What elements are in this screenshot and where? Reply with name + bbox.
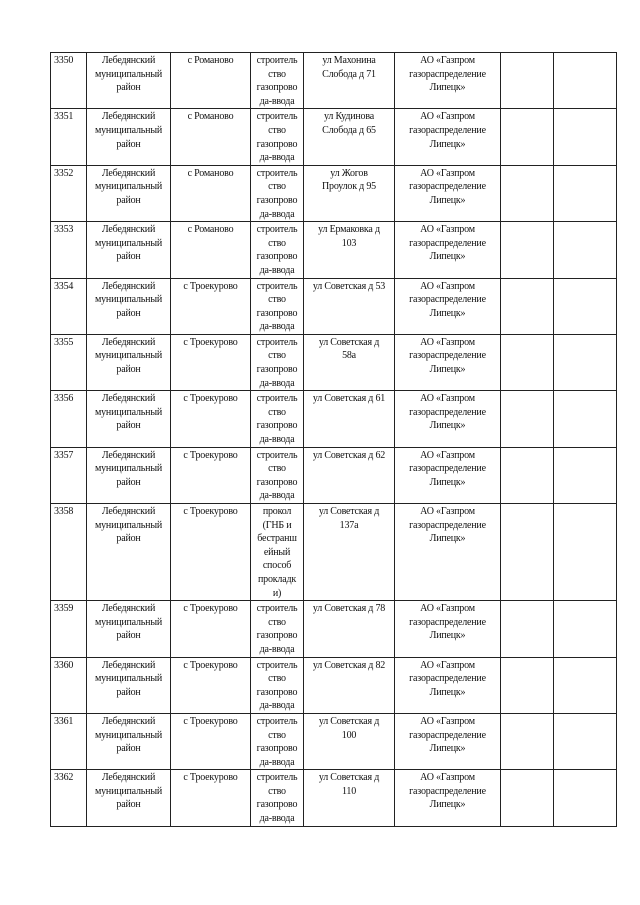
district-cell bbox=[87, 391, 171, 447]
district-cell-text: Лебедянский муниципальный район bbox=[95, 659, 162, 698]
extra-cell-1 bbox=[501, 601, 554, 657]
row-number-cell-text: 3358 bbox=[54, 506, 74, 517]
locality-cell-text: с Романово bbox=[187, 111, 234, 123]
work-type-cell bbox=[251, 657, 304, 713]
work-type-cell bbox=[251, 713, 304, 769]
organization-cell-text: АО «Газпром газораспределение Липецк» bbox=[409, 111, 486, 150]
district-cell-text: Лебедянский муниципальный район bbox=[95, 715, 162, 755]
work-type-cell-text: строитель ство газопрово да-ввода bbox=[256, 659, 298, 712]
district-cell-text: Лебедянский муниципальный район bbox=[95, 55, 162, 94]
row-number-cell-text: 3356 bbox=[54, 393, 74, 405]
work-type-cell bbox=[251, 278, 304, 334]
work-type-cell bbox=[251, 601, 304, 657]
row-number-cell bbox=[51, 770, 87, 826]
address-cell bbox=[304, 278, 395, 334]
address-cell-text: ул Ермаковка д 103 bbox=[318, 224, 380, 249]
work-type-cell-text: прокол (ГНБ и бестранш ейный способ прокладк и) bbox=[257, 506, 297, 599]
extra-cell-1 bbox=[501, 713, 554, 769]
locality-cell-text: с Романово bbox=[187, 55, 234, 66]
table-row bbox=[51, 391, 617, 447]
district-cell bbox=[87, 713, 171, 769]
district-cell-text: Лебедянский муниципальный район bbox=[95, 603, 162, 642]
district-cell bbox=[87, 504, 171, 601]
address-cell-text: ул Жогов Проулок д 95 bbox=[322, 167, 376, 193]
work-type-cell bbox=[251, 334, 304, 390]
locality-cell bbox=[171, 657, 251, 713]
locality-cell-text: с Троекурово bbox=[183, 715, 238, 727]
locality-cell-text: с Троекурово bbox=[183, 659, 238, 671]
extra-cell-2 bbox=[554, 165, 617, 221]
work-type-cell bbox=[251, 109, 304, 165]
work-type-cell bbox=[251, 391, 304, 447]
table-row bbox=[51, 53, 617, 109]
organization-cell bbox=[395, 391, 501, 447]
work-type-cell bbox=[251, 770, 304, 826]
district-cell-text: Лебедянский муниципальный район bbox=[95, 393, 162, 432]
row-number-cell bbox=[51, 278, 87, 334]
address-cell-text: ул Советская д 53 bbox=[312, 280, 386, 292]
row-number-cell bbox=[51, 391, 87, 447]
district-cell bbox=[87, 109, 171, 165]
address-cell-text: ул Советская д 62 bbox=[312, 449, 386, 461]
address-cell-text: ул Махонина Слобода д 71 bbox=[322, 55, 376, 80]
locality-cell bbox=[171, 334, 251, 390]
table-row bbox=[51, 334, 617, 390]
locality-cell bbox=[171, 222, 251, 278]
organization-cell-text: АО «Газпром газораспределение Липецк» bbox=[409, 393, 486, 432]
locality-cell bbox=[171, 391, 251, 447]
extra-cell-1 bbox=[501, 222, 554, 278]
locality-cell bbox=[171, 53, 251, 109]
work-type-cell-text: строитель ство газопрово да-ввода bbox=[256, 167, 298, 220]
extra-cell-1 bbox=[501, 53, 554, 109]
work-type-cell-text: строитель ство газопрово да-ввода bbox=[256, 55, 298, 107]
locality-cell-text: с Троекурово bbox=[183, 393, 238, 405]
address-cell bbox=[304, 770, 395, 826]
extra-cell-2 bbox=[554, 504, 617, 601]
organization-cell-text: АО «Газпром газораспределение Липецк» bbox=[409, 715, 486, 755]
table-row bbox=[51, 109, 617, 165]
address-cell-text: ул Советская д 110 bbox=[318, 772, 380, 797]
registry-table bbox=[50, 52, 617, 827]
locality-cell bbox=[171, 770, 251, 826]
organization-cell-text: АО «Газпром газораспределение Липецк» bbox=[409, 167, 486, 206]
locality-cell-text: с Троекурово bbox=[183, 449, 238, 461]
table-row bbox=[51, 713, 617, 769]
address-cell-text: ул Советская д 61 bbox=[312, 393, 386, 405]
extra-cell-1 bbox=[501, 657, 554, 713]
district-cell bbox=[87, 770, 171, 826]
row-number-cell bbox=[51, 53, 87, 109]
address-cell bbox=[304, 713, 395, 769]
district-cell-text: Лебедянский муниципальный район bbox=[95, 167, 162, 206]
extra-cell-2 bbox=[554, 713, 617, 769]
address-cell bbox=[304, 53, 395, 109]
district-cell-text: Лебедянский муниципальный район bbox=[95, 506, 162, 545]
row-number-cell bbox=[51, 222, 87, 278]
organization-cell bbox=[395, 53, 501, 109]
district-cell bbox=[87, 278, 171, 334]
locality-cell-text: с Троекурово bbox=[183, 603, 238, 615]
row-number-cell bbox=[51, 504, 87, 601]
work-type-cell-text: строитель ство газопрово да-ввода bbox=[256, 449, 298, 502]
work-type-cell-text: строитель ство газопрово да-ввода bbox=[256, 772, 298, 825]
work-type-cell-text: строитель ство газопрово да-ввода bbox=[256, 393, 298, 446]
address-cell bbox=[304, 601, 395, 657]
address-cell bbox=[304, 391, 395, 447]
extra-cell-1 bbox=[501, 504, 554, 601]
row-number-cell-text: 3350 bbox=[54, 55, 74, 66]
row-number-cell bbox=[51, 713, 87, 769]
registry-table-body bbox=[51, 53, 617, 827]
table-row bbox=[51, 222, 617, 278]
extra-cell-1 bbox=[501, 391, 554, 447]
work-type-cell-text: строитель ство газопрово да-ввода bbox=[256, 715, 298, 768]
address-cell-text: ул Советская д 58а bbox=[318, 336, 380, 362]
locality-cell-text: с Троекурово bbox=[183, 280, 238, 292]
district-cell bbox=[87, 447, 171, 503]
table-row bbox=[51, 770, 617, 826]
organization-cell bbox=[395, 165, 501, 221]
row-number-cell bbox=[51, 601, 87, 657]
locality-cell bbox=[171, 713, 251, 769]
work-type-cell bbox=[251, 447, 304, 503]
address-cell-text: ул Советская д 82 bbox=[312, 659, 386, 671]
row-number-cell bbox=[51, 165, 87, 221]
address-cell-text: ул Советская д 78 bbox=[312, 603, 386, 615]
organization-cell bbox=[395, 109, 501, 165]
organization-cell-text: АО «Газпром газораспределение Липецк» bbox=[409, 506, 486, 545]
extra-cell-2 bbox=[554, 109, 617, 165]
organization-cell bbox=[395, 334, 501, 390]
organization-cell bbox=[395, 504, 501, 601]
district-cell bbox=[87, 222, 171, 278]
organization-cell bbox=[395, 657, 501, 713]
row-number-cell bbox=[51, 109, 87, 165]
organization-cell-text: АО «Газпром газораспределение Липецк» bbox=[409, 603, 486, 642]
address-cell bbox=[304, 109, 395, 165]
row-number-cell-text: 3360 bbox=[54, 659, 74, 671]
extra-cell-1 bbox=[501, 109, 554, 165]
address-cell bbox=[304, 222, 395, 278]
extra-cell-2 bbox=[554, 601, 617, 657]
locality-cell bbox=[171, 601, 251, 657]
extra-cell-2 bbox=[554, 447, 617, 503]
row-number-cell bbox=[51, 447, 87, 503]
row-number-cell-text: 3352 bbox=[54, 167, 74, 179]
organization-cell bbox=[395, 447, 501, 503]
work-type-cell-text: строитель ство газопрово да-ввода bbox=[256, 336, 298, 389]
locality-cell bbox=[171, 109, 251, 165]
row-number-cell bbox=[51, 657, 87, 713]
table-row bbox=[51, 165, 617, 221]
locality-cell-text: с Романово bbox=[187, 224, 234, 236]
organization-cell-text: АО «Газпром газораспределение Липецк» bbox=[409, 772, 486, 811]
table-row bbox=[51, 278, 617, 334]
row-number-cell-text: 3354 bbox=[54, 280, 74, 292]
address-cell bbox=[304, 657, 395, 713]
organization-cell bbox=[395, 601, 501, 657]
address-cell-text: ул Кудинова Слобода д 65 bbox=[322, 111, 376, 136]
row-number-cell bbox=[51, 334, 87, 390]
work-type-cell bbox=[251, 504, 304, 601]
organization-cell bbox=[395, 222, 501, 278]
work-type-cell bbox=[251, 222, 304, 278]
address-cell-text: ул Советская д 100 bbox=[318, 715, 380, 741]
district-cell-text: Лебедянский муниципальный район bbox=[95, 111, 162, 150]
district-cell bbox=[87, 53, 171, 109]
row-number-cell-text: 3361 bbox=[54, 715, 74, 727]
work-type-cell-text: строитель ство газопрово да-ввода bbox=[256, 111, 298, 164]
work-type-cell-text: строитель ство газопрово да-ввода bbox=[256, 280, 298, 333]
organization-cell-text: АО «Газпром газораспределение Липецк» bbox=[409, 336, 486, 376]
table-row bbox=[51, 447, 617, 503]
district-cell-text: Лебедянский муниципальный район bbox=[95, 336, 162, 376]
table-row bbox=[51, 504, 617, 601]
extra-cell-2 bbox=[554, 391, 617, 447]
row-number-cell-text: 3355 bbox=[54, 336, 74, 348]
district-cell-text: Лебедянский муниципальный район bbox=[95, 772, 162, 811]
table-row bbox=[51, 601, 617, 657]
work-type-cell-text: строитель ство газопрово да-ввода bbox=[256, 224, 298, 276]
extra-cell-2 bbox=[554, 222, 617, 278]
address-cell-text: ул Советская д 137а bbox=[318, 506, 380, 531]
extra-cell-1 bbox=[501, 278, 554, 334]
district-cell-text: Лебедянский муниципальный район bbox=[95, 224, 162, 263]
district-cell-text: Лебедянский муниципальный район bbox=[95, 280, 162, 319]
district-cell bbox=[87, 165, 171, 221]
organization-cell-text: АО «Газпром газораспределение Липецк» bbox=[409, 449, 486, 488]
locality-cell-text: с Троекурово bbox=[183, 336, 238, 348]
row-number-cell-text: 3359 bbox=[54, 603, 74, 615]
locality-cell-text: с Романово bbox=[187, 167, 234, 179]
row-number-cell-text: 3351 bbox=[54, 111, 74, 123]
locality-cell bbox=[171, 278, 251, 334]
district-cell bbox=[87, 334, 171, 390]
organization-cell bbox=[395, 278, 501, 334]
organization-cell-text: АО «Газпром газораспределение Липецк» bbox=[409, 280, 486, 319]
address-cell bbox=[304, 447, 395, 503]
district-cell bbox=[87, 657, 171, 713]
address-cell bbox=[304, 165, 395, 221]
organization-cell-text: АО «Газпром газораспределение Липецк» bbox=[409, 224, 486, 263]
locality-cell bbox=[171, 165, 251, 221]
row-number-cell-text: 3362 bbox=[54, 772, 74, 784]
district-cell-text: Лебедянский муниципальный район bbox=[95, 449, 162, 488]
locality-cell bbox=[171, 504, 251, 601]
organization-cell-text: АО «Газпром газораспределение Липецк» bbox=[409, 55, 486, 94]
locality-cell-text: с Троекурово bbox=[183, 506, 238, 517]
row-number-cell-text: 3353 bbox=[54, 224, 74, 236]
district-cell bbox=[87, 601, 171, 657]
extra-cell-1 bbox=[501, 770, 554, 826]
row-number-cell-text: 3357 bbox=[54, 449, 74, 461]
work-type-cell bbox=[251, 53, 304, 109]
extra-cell-2 bbox=[554, 770, 617, 826]
extra-cell-2 bbox=[554, 334, 617, 390]
extra-cell-2 bbox=[554, 657, 617, 713]
extra-cell-1 bbox=[501, 165, 554, 221]
extra-cell-1 bbox=[501, 447, 554, 503]
locality-cell-text: с Троекурово bbox=[183, 772, 238, 784]
extra-cell-1 bbox=[501, 334, 554, 390]
organization-cell-text: АО «Газпром газораспределение Липецк» bbox=[409, 659, 486, 698]
extra-cell-2 bbox=[554, 278, 617, 334]
extra-cell-2 bbox=[554, 53, 617, 109]
table-row bbox=[51, 657, 617, 713]
address-cell bbox=[304, 334, 395, 390]
organization-cell bbox=[395, 713, 501, 769]
work-type-cell bbox=[251, 165, 304, 221]
locality-cell bbox=[171, 447, 251, 503]
address-cell bbox=[304, 504, 395, 601]
work-type-cell-text: строитель ство газопрово да-ввода bbox=[256, 603, 298, 655]
organization-cell bbox=[395, 770, 501, 826]
